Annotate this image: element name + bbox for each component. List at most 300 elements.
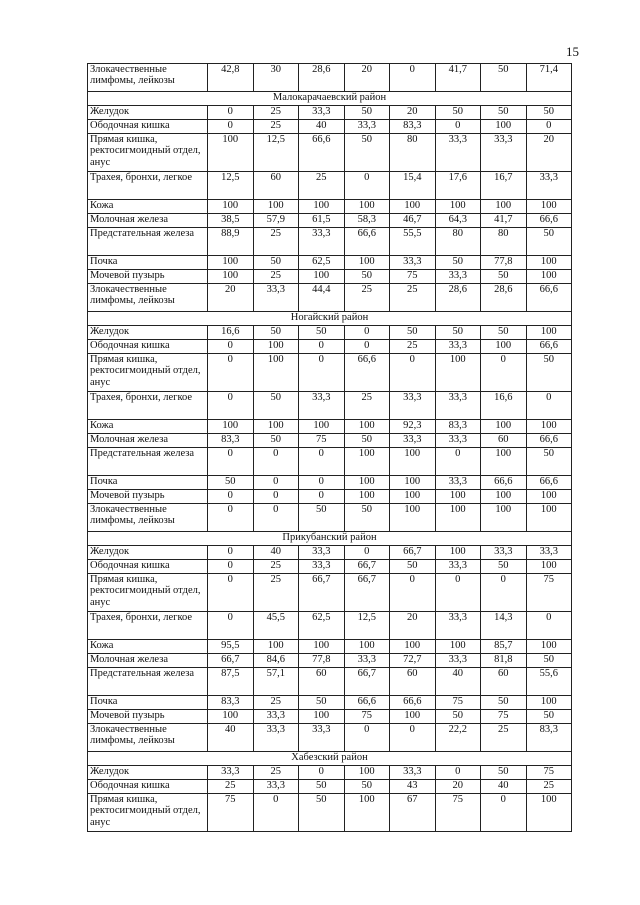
value-cell: 100 bbox=[526, 696, 572, 710]
value-cell: 50 bbox=[344, 780, 390, 794]
value-cell: 33,3 bbox=[390, 392, 436, 420]
value-cell: 100 bbox=[344, 256, 390, 270]
value-cell: 50 bbox=[344, 504, 390, 532]
value-cell: 20 bbox=[390, 106, 436, 120]
value-cell: 100 bbox=[526, 504, 572, 532]
value-cell: 55,5 bbox=[390, 228, 436, 256]
table-row bbox=[88, 696, 572, 710]
value-cell: 0 bbox=[299, 448, 345, 476]
value-cell: 83,3 bbox=[390, 120, 436, 134]
value-cell: 25 bbox=[481, 724, 527, 752]
value-cell: 50 bbox=[481, 326, 527, 340]
value-cell: 0 bbox=[390, 724, 436, 752]
site-name-cell: Злокачественные лимфомы, лейкозы bbox=[88, 504, 208, 532]
value-cell: 66,6 bbox=[526, 476, 572, 490]
value-cell: 84,6 bbox=[253, 654, 299, 668]
value-cell: 33,3 bbox=[344, 120, 390, 134]
value-cell: 0 bbox=[208, 504, 254, 532]
value-cell: 100 bbox=[390, 490, 436, 504]
value-cell: 30 bbox=[253, 64, 299, 92]
value-cell: 83,3 bbox=[435, 420, 481, 434]
value-cell: 41,7 bbox=[435, 64, 481, 92]
table-row bbox=[88, 574, 572, 612]
value-cell: 80 bbox=[481, 228, 527, 256]
value-cell: 50 bbox=[299, 696, 345, 710]
region-header-row bbox=[88, 92, 572, 106]
value-cell: 42,8 bbox=[208, 64, 254, 92]
value-cell: 0 bbox=[208, 612, 254, 640]
value-cell: 20 bbox=[390, 612, 436, 640]
value-cell: 0 bbox=[390, 574, 436, 612]
value-cell: 40 bbox=[435, 668, 481, 696]
value-cell: 12,5 bbox=[208, 172, 254, 200]
value-cell: 0 bbox=[435, 574, 481, 612]
value-cell: 50 bbox=[526, 654, 572, 668]
value-cell: 28,6 bbox=[299, 64, 345, 92]
value-cell: 100 bbox=[481, 340, 527, 354]
value-cell: 66,6 bbox=[299, 134, 345, 172]
value-cell: 0 bbox=[299, 766, 345, 780]
value-cell: 0 bbox=[481, 354, 527, 392]
value-cell: 83,3 bbox=[526, 724, 572, 752]
value-cell: 60 bbox=[390, 668, 436, 696]
value-cell: 100 bbox=[435, 200, 481, 214]
site-name-cell: Желудок bbox=[88, 106, 208, 120]
table-row bbox=[88, 120, 572, 134]
value-cell: 0 bbox=[481, 794, 527, 832]
value-cell: 0 bbox=[208, 106, 254, 120]
site-name-cell: Кожа bbox=[88, 640, 208, 654]
site-name-cell: Прямая кишка, ректосигмоидный отдел, анус bbox=[88, 134, 208, 172]
table-row bbox=[88, 766, 572, 780]
value-cell: 100 bbox=[526, 256, 572, 270]
value-cell: 50 bbox=[526, 448, 572, 476]
value-cell: 100 bbox=[481, 420, 527, 434]
value-cell: 100 bbox=[208, 256, 254, 270]
value-cell: 50 bbox=[253, 326, 299, 340]
site-name-cell: Трахея, бронхи, легкое bbox=[88, 392, 208, 420]
value-cell: 20 bbox=[208, 284, 254, 312]
value-cell: 100 bbox=[481, 120, 527, 134]
site-name-cell: Предстательная железа bbox=[88, 448, 208, 476]
value-cell: 87,5 bbox=[208, 668, 254, 696]
region-name: Хабезский район bbox=[88, 752, 572, 766]
region-name: Малокарачаевский район bbox=[88, 92, 572, 106]
table-row bbox=[88, 326, 572, 340]
value-cell: 50 bbox=[526, 106, 572, 120]
value-cell: 50 bbox=[253, 256, 299, 270]
table-row bbox=[88, 214, 572, 228]
value-cell: 25 bbox=[253, 228, 299, 256]
value-cell: 20 bbox=[526, 134, 572, 172]
value-cell: 0 bbox=[526, 120, 572, 134]
value-cell: 100 bbox=[344, 200, 390, 214]
value-cell: 25 bbox=[344, 392, 390, 420]
value-cell: 66,7 bbox=[344, 574, 390, 612]
value-cell: 33,3 bbox=[435, 654, 481, 668]
value-cell: 66,6 bbox=[526, 284, 572, 312]
table-row bbox=[88, 256, 572, 270]
value-cell: 0 bbox=[390, 64, 436, 92]
value-cell: 66,7 bbox=[344, 668, 390, 696]
table-row bbox=[88, 172, 572, 200]
value-cell: 100 bbox=[390, 710, 436, 724]
value-cell: 100 bbox=[299, 270, 345, 284]
value-cell: 100 bbox=[435, 504, 481, 532]
value-cell: 0 bbox=[208, 354, 254, 392]
value-cell: 28,6 bbox=[481, 284, 527, 312]
value-cell: 58,3 bbox=[344, 214, 390, 228]
value-cell: 45,5 bbox=[253, 612, 299, 640]
value-cell: 85,7 bbox=[481, 640, 527, 654]
value-cell: 33,3 bbox=[435, 392, 481, 420]
value-cell: 0 bbox=[299, 490, 345, 504]
value-cell: 100 bbox=[526, 326, 572, 340]
value-cell: 100 bbox=[526, 420, 572, 434]
value-cell: 50 bbox=[299, 326, 345, 340]
value-cell: 33,3 bbox=[299, 392, 345, 420]
site-name-cell: Злокачественные лимфомы, лейкозы bbox=[88, 724, 208, 752]
value-cell: 50 bbox=[481, 270, 527, 284]
value-cell: 25 bbox=[253, 120, 299, 134]
value-cell: 0 bbox=[435, 448, 481, 476]
value-cell: 50 bbox=[481, 696, 527, 710]
value-cell: 0 bbox=[481, 574, 527, 612]
value-cell: 60 bbox=[481, 434, 527, 448]
value-cell: 50 bbox=[344, 106, 390, 120]
value-cell: 100 bbox=[253, 640, 299, 654]
value-cell: 100 bbox=[481, 504, 527, 532]
site-name-cell: Злокачественные лимфомы, лейкозы bbox=[88, 64, 208, 92]
value-cell: 50 bbox=[253, 392, 299, 420]
region-header-row bbox=[88, 752, 572, 766]
value-cell: 66,7 bbox=[390, 546, 436, 560]
value-cell: 50 bbox=[481, 64, 527, 92]
value-cell: 0 bbox=[208, 120, 254, 134]
value-cell: 0 bbox=[344, 724, 390, 752]
table-row bbox=[88, 476, 572, 490]
value-cell: 17,6 bbox=[435, 172, 481, 200]
value-cell: 25 bbox=[390, 284, 436, 312]
region-header-row bbox=[88, 532, 572, 546]
value-cell: 100 bbox=[344, 794, 390, 832]
table-row bbox=[88, 504, 572, 532]
site-name-cell: Мочевой пузырь bbox=[88, 270, 208, 284]
value-cell: 100 bbox=[390, 448, 436, 476]
value-cell: 50 bbox=[435, 256, 481, 270]
value-cell: 50 bbox=[390, 560, 436, 574]
value-cell: 66,6 bbox=[481, 476, 527, 490]
value-cell: 100 bbox=[253, 340, 299, 354]
value-cell: 100 bbox=[390, 504, 436, 532]
value-cell: 33,3 bbox=[253, 780, 299, 794]
value-cell: 75 bbox=[481, 710, 527, 724]
value-cell: 50 bbox=[344, 270, 390, 284]
table-row bbox=[88, 546, 572, 560]
table-row bbox=[88, 270, 572, 284]
value-cell: 100 bbox=[344, 448, 390, 476]
table-row bbox=[88, 794, 572, 832]
value-cell: 50 bbox=[435, 106, 481, 120]
value-cell: 22,2 bbox=[435, 724, 481, 752]
value-cell: 0 bbox=[344, 546, 390, 560]
site-name-cell: Прямая кишка, ректосигмоидный отдел, анус bbox=[88, 574, 208, 612]
site-name-cell: Ободочная кишка bbox=[88, 120, 208, 134]
value-cell: 100 bbox=[435, 546, 481, 560]
value-cell: 100 bbox=[208, 200, 254, 214]
value-cell: 33,3 bbox=[435, 476, 481, 490]
value-cell: 75 bbox=[344, 710, 390, 724]
value-cell: 20 bbox=[344, 64, 390, 92]
site-name-cell: Почка bbox=[88, 256, 208, 270]
value-cell: 25 bbox=[253, 106, 299, 120]
value-cell: 50 bbox=[299, 504, 345, 532]
value-cell: 50 bbox=[344, 434, 390, 448]
site-name-cell: Прямая кишка, ректосигмоидный отдел, анус bbox=[88, 794, 208, 832]
value-cell: 33,3 bbox=[435, 560, 481, 574]
value-cell: 72,7 bbox=[390, 654, 436, 668]
value-cell: 25 bbox=[253, 574, 299, 612]
value-cell: 33,3 bbox=[390, 256, 436, 270]
value-cell: 25 bbox=[299, 172, 345, 200]
value-cell: 60 bbox=[253, 172, 299, 200]
value-cell: 100 bbox=[481, 490, 527, 504]
value-cell: 57,9 bbox=[253, 214, 299, 228]
value-cell: 15,4 bbox=[390, 172, 436, 200]
site-name-cell: Ободочная кишка bbox=[88, 780, 208, 794]
value-cell: 100 bbox=[344, 766, 390, 780]
value-cell: 100 bbox=[208, 420, 254, 434]
value-cell: 0 bbox=[208, 560, 254, 574]
value-cell: 40 bbox=[299, 120, 345, 134]
value-cell: 100 bbox=[344, 420, 390, 434]
value-cell: 33,3 bbox=[299, 546, 345, 560]
value-cell: 100 bbox=[344, 490, 390, 504]
value-cell: 33,3 bbox=[390, 766, 436, 780]
value-cell: 100 bbox=[390, 476, 436, 490]
value-cell: 0 bbox=[344, 326, 390, 340]
value-cell: 0 bbox=[526, 612, 572, 640]
value-cell: 33,3 bbox=[435, 134, 481, 172]
value-cell: 67 bbox=[390, 794, 436, 832]
table-row bbox=[88, 724, 572, 752]
value-cell: 0 bbox=[208, 340, 254, 354]
value-cell: 100 bbox=[208, 710, 254, 724]
site-name-cell: Молочная железа bbox=[88, 654, 208, 668]
value-cell: 40 bbox=[253, 546, 299, 560]
site-name-cell: Желудок bbox=[88, 546, 208, 560]
value-cell: 25 bbox=[253, 766, 299, 780]
value-cell: 25 bbox=[253, 270, 299, 284]
value-cell: 50 bbox=[299, 794, 345, 832]
value-cell: 50 bbox=[526, 710, 572, 724]
value-cell: 0 bbox=[253, 490, 299, 504]
value-cell: 50 bbox=[435, 710, 481, 724]
value-cell: 16,6 bbox=[481, 392, 527, 420]
value-cell: 75 bbox=[526, 766, 572, 780]
site-name-cell: Молочная железа bbox=[88, 434, 208, 448]
value-cell: 50 bbox=[526, 354, 572, 392]
table-row bbox=[88, 668, 572, 696]
value-cell: 0 bbox=[253, 794, 299, 832]
value-cell: 33,3 bbox=[526, 546, 572, 560]
value-cell: 62,5 bbox=[299, 612, 345, 640]
site-name-cell: Прямая кишка, ректосигмоидный отдел, анус bbox=[88, 354, 208, 392]
table-row bbox=[88, 228, 572, 256]
site-name-cell: Ободочная кишка bbox=[88, 560, 208, 574]
value-cell: 25 bbox=[208, 780, 254, 794]
value-cell: 33,3 bbox=[253, 284, 299, 312]
value-cell: 60 bbox=[299, 668, 345, 696]
value-cell: 80 bbox=[435, 228, 481, 256]
table-row bbox=[88, 640, 572, 654]
value-cell: 75 bbox=[299, 434, 345, 448]
value-cell: 100 bbox=[435, 490, 481, 504]
value-cell: 66,6 bbox=[344, 696, 390, 710]
value-cell: 50 bbox=[526, 228, 572, 256]
table-row bbox=[88, 448, 572, 476]
value-cell: 28,6 bbox=[435, 284, 481, 312]
value-cell: 50 bbox=[435, 326, 481, 340]
value-cell: 50 bbox=[344, 134, 390, 172]
table-row bbox=[88, 780, 572, 794]
site-name-cell: Молочная железа bbox=[88, 214, 208, 228]
value-cell: 66,6 bbox=[526, 214, 572, 228]
value-cell: 66,6 bbox=[526, 340, 572, 354]
table-row bbox=[88, 134, 572, 172]
site-name-cell: Кожа bbox=[88, 200, 208, 214]
value-cell: 75 bbox=[390, 270, 436, 284]
value-cell: 41,7 bbox=[481, 214, 527, 228]
value-cell: 0 bbox=[299, 354, 345, 392]
value-cell: 33,3 bbox=[435, 612, 481, 640]
value-cell: 100 bbox=[253, 354, 299, 392]
value-cell: 33,3 bbox=[299, 724, 345, 752]
region-name: Прикубанский район bbox=[88, 532, 572, 546]
value-cell: 46,7 bbox=[390, 214, 436, 228]
value-cell: 100 bbox=[253, 200, 299, 214]
value-cell: 25 bbox=[253, 560, 299, 574]
value-cell: 66,7 bbox=[208, 654, 254, 668]
value-cell: 33,3 bbox=[253, 710, 299, 724]
value-cell: 100 bbox=[481, 200, 527, 214]
value-cell: 0 bbox=[208, 574, 254, 612]
value-cell: 100 bbox=[208, 270, 254, 284]
value-cell: 100 bbox=[435, 640, 481, 654]
table-body bbox=[88, 64, 572, 832]
value-cell: 25 bbox=[253, 696, 299, 710]
value-cell: 100 bbox=[344, 640, 390, 654]
value-cell: 83,3 bbox=[208, 696, 254, 710]
table-row bbox=[88, 64, 572, 92]
table-row bbox=[88, 490, 572, 504]
value-cell: 88,9 bbox=[208, 228, 254, 256]
value-cell: 0 bbox=[208, 546, 254, 560]
value-cell: 80 bbox=[390, 134, 436, 172]
table-row bbox=[88, 354, 572, 392]
value-cell: 100 bbox=[481, 448, 527, 476]
value-cell: 57,1 bbox=[253, 668, 299, 696]
site-name-cell: Ободочная кишка bbox=[88, 340, 208, 354]
value-cell: 20 bbox=[435, 780, 481, 794]
value-cell: 77,8 bbox=[299, 654, 345, 668]
site-name-cell: Предстательная железа bbox=[88, 668, 208, 696]
value-cell: 100 bbox=[299, 640, 345, 654]
value-cell: 0 bbox=[390, 354, 436, 392]
value-cell: 0 bbox=[208, 392, 254, 420]
value-cell: 0 bbox=[208, 490, 254, 504]
value-cell: 66,7 bbox=[344, 560, 390, 574]
site-name-cell: Предстательная железа bbox=[88, 228, 208, 256]
table-row bbox=[88, 200, 572, 214]
value-cell: 100 bbox=[299, 200, 345, 214]
table-row bbox=[88, 284, 572, 312]
value-cell: 50 bbox=[299, 780, 345, 794]
value-cell: 33,3 bbox=[481, 134, 527, 172]
value-cell: 100 bbox=[526, 200, 572, 214]
value-cell: 33,3 bbox=[253, 724, 299, 752]
value-cell: 0 bbox=[435, 766, 481, 780]
site-name-cell: Желудок bbox=[88, 326, 208, 340]
value-cell: 33,3 bbox=[208, 766, 254, 780]
value-cell: 38,5 bbox=[208, 214, 254, 228]
value-cell: 50 bbox=[208, 476, 254, 490]
value-cell: 50 bbox=[481, 106, 527, 120]
value-cell: 77,8 bbox=[481, 256, 527, 270]
value-cell: 81,8 bbox=[481, 654, 527, 668]
site-name-cell: Почка bbox=[88, 476, 208, 490]
table-row bbox=[88, 340, 572, 354]
value-cell: 50 bbox=[390, 326, 436, 340]
page-number: 15 bbox=[566, 44, 579, 59]
table-row bbox=[88, 612, 572, 640]
site-name-cell: Мочевой пузырь bbox=[88, 710, 208, 724]
value-cell: 100 bbox=[344, 476, 390, 490]
region-header-row bbox=[88, 312, 572, 326]
value-cell: 61,5 bbox=[299, 214, 345, 228]
value-cell: 75 bbox=[435, 794, 481, 832]
table-row bbox=[88, 560, 572, 574]
value-cell: 50 bbox=[481, 560, 527, 574]
site-name-cell: Кожа bbox=[88, 420, 208, 434]
value-cell: 33,3 bbox=[526, 172, 572, 200]
value-cell: 66,6 bbox=[390, 696, 436, 710]
value-cell: 16,6 bbox=[208, 326, 254, 340]
site-name-cell: Желудок bbox=[88, 766, 208, 780]
value-cell: 0 bbox=[253, 476, 299, 490]
value-cell: 16,7 bbox=[481, 172, 527, 200]
value-cell: 33,3 bbox=[435, 340, 481, 354]
value-cell: 95,5 bbox=[208, 640, 254, 654]
value-cell: 12,5 bbox=[344, 612, 390, 640]
table-row bbox=[88, 434, 572, 448]
value-cell: 100 bbox=[390, 640, 436, 654]
value-cell: 64,3 bbox=[435, 214, 481, 228]
value-cell: 100 bbox=[526, 560, 572, 574]
value-cell: 25 bbox=[526, 780, 572, 794]
value-cell: 0 bbox=[253, 448, 299, 476]
value-cell: 71,4 bbox=[526, 64, 572, 92]
value-cell: 33,3 bbox=[299, 106, 345, 120]
table-row bbox=[88, 710, 572, 724]
value-cell: 50 bbox=[253, 434, 299, 448]
value-cell: 50 bbox=[481, 766, 527, 780]
value-cell: 100 bbox=[526, 640, 572, 654]
value-cell: 100 bbox=[299, 710, 345, 724]
value-cell: 0 bbox=[299, 476, 345, 490]
value-cell: 75 bbox=[208, 794, 254, 832]
value-cell: 66,6 bbox=[344, 228, 390, 256]
